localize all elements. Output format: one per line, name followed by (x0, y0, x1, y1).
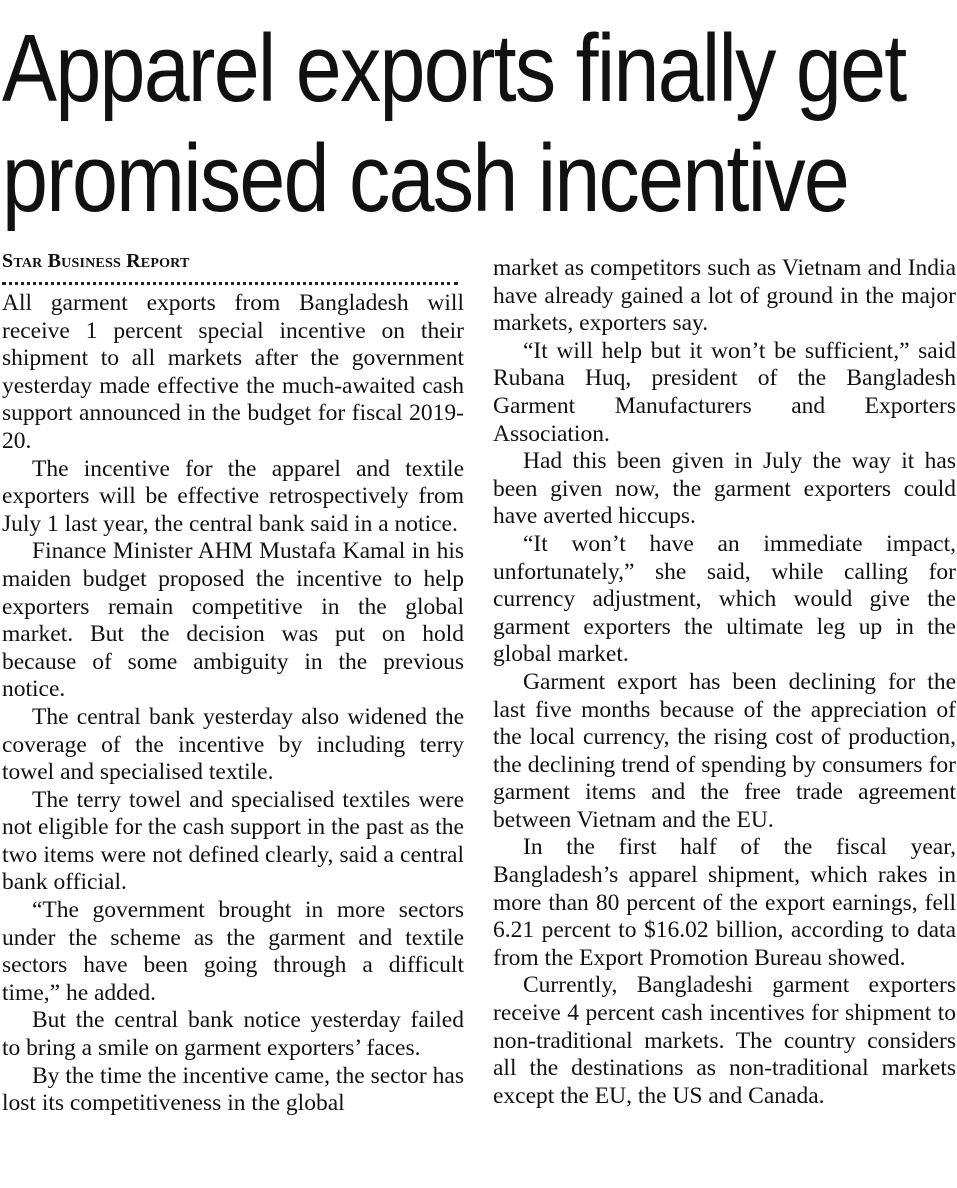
paragraph: “It will help but it won’t be sufficient,” said Rubana Huq, president of the Bangladesh Garment Manufacturers and Exporters Association. (493, 337, 956, 447)
paragraph: In the first half of the fiscal year, Bangladesh’s apparel shipment, which rakes in more than 80 percent of the export earnings, fell 6.21 percent to $16.02 billion, according to data from the Export Promotion Bureau showed. (493, 834, 956, 971)
paragraph: “The government brought in more sectors under the scheme as the garment and textile sectors have been going through a difficult time,” he added. (2, 897, 464, 1006)
byline-divider (2, 282, 458, 285)
headline-line-2: promised cash incentive (2, 125, 849, 232)
paragraph: By the time the incentive came, the sector has lost its competitiveness in the global (2, 1062, 464, 1117)
paragraph: Garment export has been declining for the last five months because of the appreciation of the local currency, the rising cost of production, the declining trend of spending by consumers for garment items and the free trade agreement between Vietnam and the EU. (493, 668, 956, 833)
paragraph: Had this been given in July the way it has been given now, the garment exporters could have averted hiccups. (493, 448, 956, 530)
paragraph: The central bank yesterday also widened the coverage of the incentive by including terry towel and specialised textile. (2, 703, 464, 786)
article-column-2 (493, 255, 956, 1110)
paragraph: The terry towel and specialised textiles were not eligible for the cash support in the past as the two items were not defined clearly, said a central bank official. (2, 786, 464, 896)
paragraph: Finance Minister AHM Mustafa Kamal in his maiden budget proposed the incentive to help exporters remain competitive in the global market. But the decision was put on hold because of some ambiguity in the previous notice. (2, 538, 464, 703)
byline: Star Business Report (2, 250, 190, 272)
paragraph: market as competitors such as Vietnam and India have already gained a lot of ground in the major markets, exporters say. (493, 255, 956, 337)
paragraph: The incentive for the apparel and textile exporters will be effective retrospectively from July 1 last year, the central bank said in a notice. (2, 455, 464, 537)
headline-line-1: Apparel exports finally get (2, 15, 906, 122)
headline (2, 14, 906, 234)
paragraph: “It won’t have an immediate impact, unfortunately,” she said, while calling for currency adjustment, which would give the garment exporters the ultimate leg up in the global market. (493, 530, 956, 668)
article-column-1 (2, 290, 464, 1118)
paragraph: All garment exports from Bangladesh will receive 1 percent special incentive on their shipment to all markets after the government yesterday made effective the much-awaited cash support announced in the budget for fiscal 2019-20. (2, 290, 464, 454)
paragraph: Currently, Bangladeshi garment exporters receive 4 percent cash incentives for shipment to non-traditional markets. The country considers all the destinations as non-traditional markets except the EU, the US and Canada. (493, 972, 956, 1109)
paragraph: But the central bank notice yesterday failed to bring a smile on garment exporters’ faces. (2, 1007, 464, 1062)
